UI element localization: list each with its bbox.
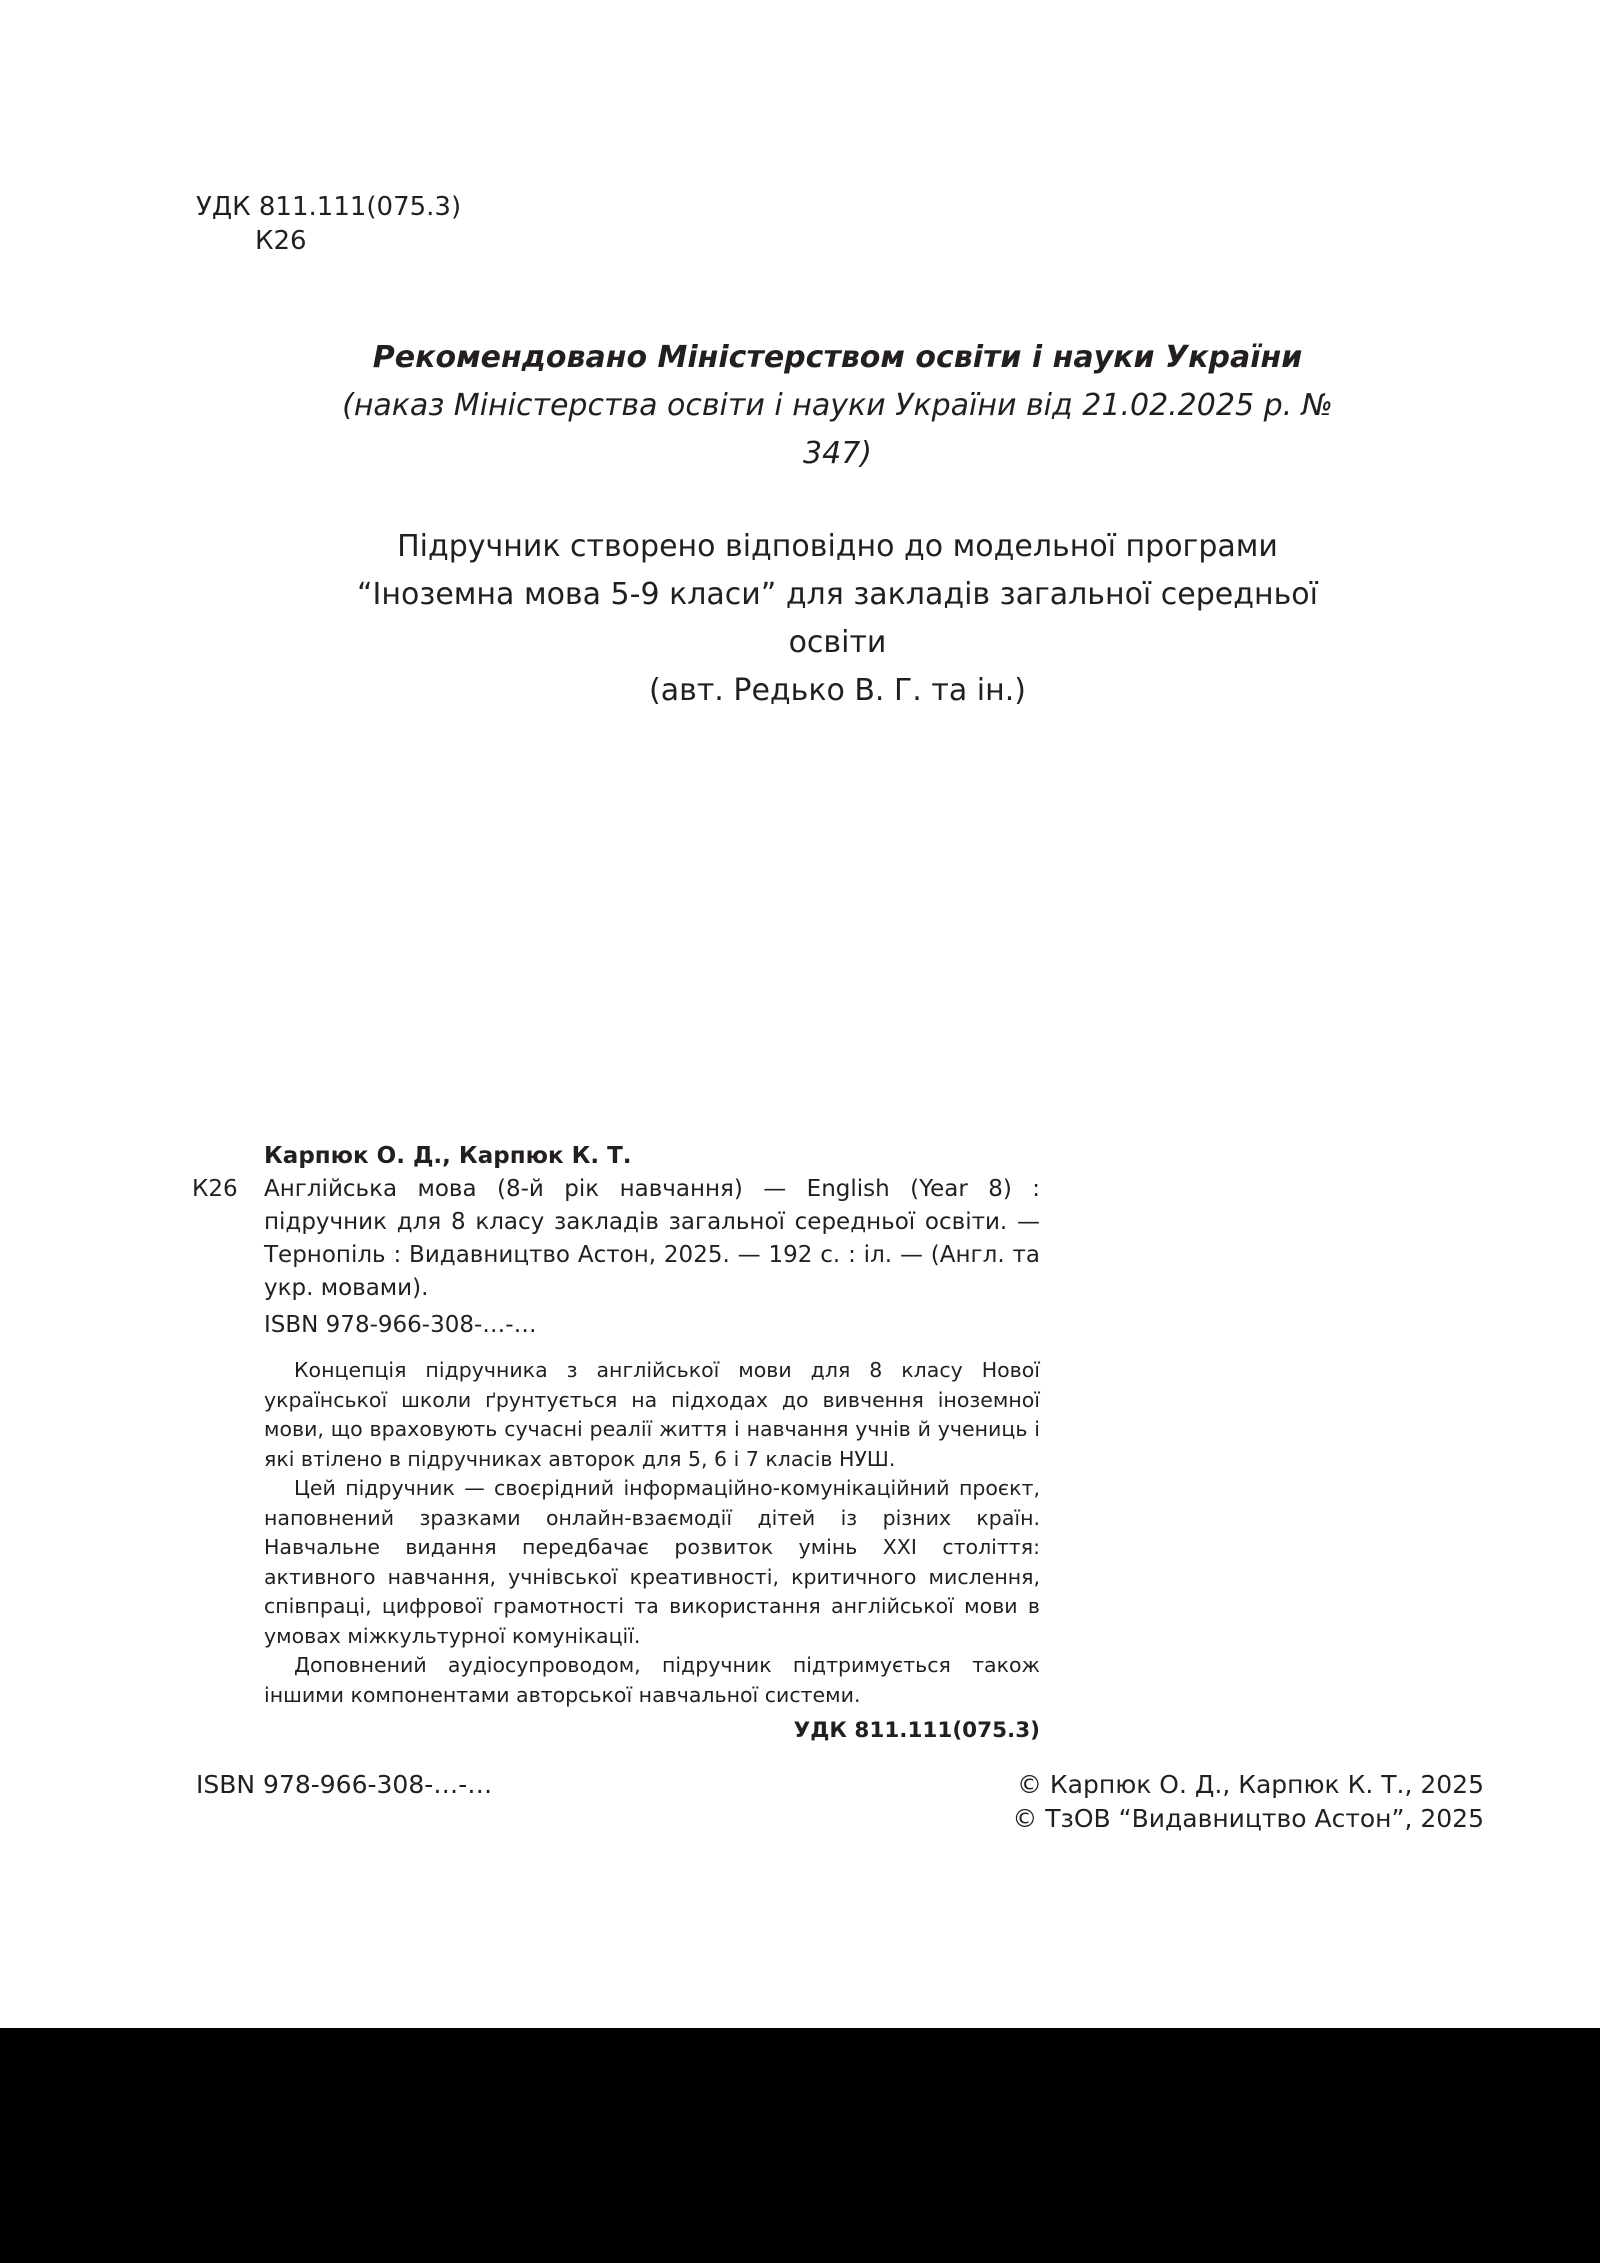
catalog-udk: УДК 811.111(075.3) bbox=[793, 1718, 1040, 1743]
annotation-paragraph: Цей підручник — своєрідний інформаційно-комунікаційний проєкт, наповнений зразками онлайн-взаємодії дітей із різних країн. Навчальне видання передбачає розвиток умінь XXI століття: активного навчання, учнівської креативності, критичного мислення, співпраці, цифрової грамотності та використання англійської мови в умовах міжкультурної комунікації. bbox=[264, 1476, 1040, 1648]
recommendation-title: Рекомендовано Міністерством освіти і науки України bbox=[372, 340, 1303, 375]
footer-isbn: ISBN 978-966-308-…-… bbox=[196, 1770, 493, 1799]
bottom-black-bar bbox=[0, 2028, 1600, 2263]
program-line-3: (авт. Редько В. Г. та ін.) bbox=[649, 673, 1026, 708]
program-line-1: Підручник створено відповідно до модельної програми bbox=[397, 529, 1278, 564]
udk-classification bbox=[196, 190, 461, 258]
copyright-authors: © Карпюк О. Д., Карпюк К. Т., 2025 bbox=[1016, 1770, 1484, 1799]
author-sign: К26 bbox=[255, 226, 307, 256]
recommendation-order: (наказ Міністерства освіти і науки України від 21.02.2025 р. № 347) bbox=[342, 388, 1333, 471]
udk-code: УДК 811.111(075.3) bbox=[196, 192, 462, 222]
copyright-block bbox=[1012, 1768, 1484, 1836]
catalog-code: К26 bbox=[192, 1176, 238, 1202]
catalog-bibliography: Англійська мова (8-й рік навчання) — English (Year 8) : підручник для 8 класу закладів загальної середньої освіти. — Тернопіль : Видавництво Астон, 2025. — 192 с. : іл. — (Англ. та укр. мовами). bbox=[264, 1176, 1040, 1301]
copyright-publisher: © ТзОВ “Видавництво Астон”, 2025 bbox=[1012, 1804, 1484, 1833]
catalog-isbn: ISBN 978-966-308-…-… bbox=[264, 1312, 537, 1338]
annotation-paragraph: Доповнений аудіосупроводом, підручник підтримується також іншими компонентами авторської навчальної системи. bbox=[264, 1653, 1040, 1707]
catalog-annotation bbox=[264, 1356, 1040, 1710]
catalog-authors: Карпюк О. Д., Карпюк К. Т. bbox=[264, 1143, 632, 1169]
catalog-card bbox=[192, 1140, 1040, 1747]
annotation-paragraph: Концепція підручника з англійської мови для 8 класу Нової української школи ґрунтується на підходах до вивчення іноземної мови, що враховують сучасні реалії життя і навчання учнів й учениць і які втілено в підручниках авторок для 5, 6 і 7 класів НУШ. bbox=[264, 1358, 1040, 1471]
program-statement bbox=[340, 523, 1335, 715]
ministry-recommendation bbox=[340, 334, 1335, 478]
program-line-2: “Іноземна мова 5-9 класи” для закладів загальної середньої освіти bbox=[357, 577, 1318, 660]
